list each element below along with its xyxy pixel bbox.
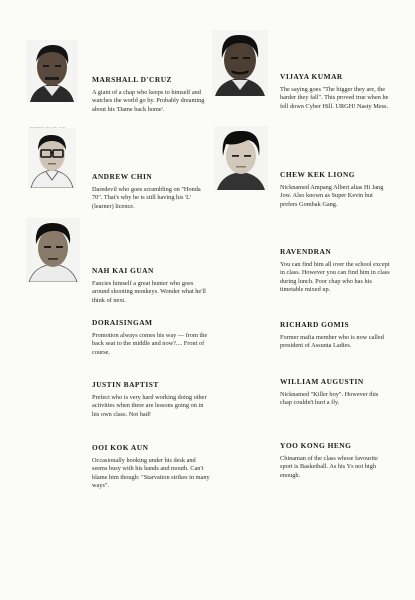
student-description: You can find him all over the school except in class. However you can find him in class during lunch. Poor chap who has his timetable mixed up. bbox=[280, 261, 390, 293]
student-entry bbox=[92, 75, 210, 114]
student-description: Prefect who is very hard working doing other activities when there are lessons going on in his own class. Not bad! bbox=[92, 394, 207, 418]
photo-vijaya-kumar bbox=[212, 30, 268, 96]
student-entry bbox=[92, 318, 210, 357]
student-description: Promotion always comes his way — from the back seat to the middle and now?.... Front of course. bbox=[92, 332, 208, 356]
student-entry bbox=[92, 380, 210, 419]
student-description: Chinaman of the class whose favourite sport is Basketball. As his Ys not high enough. bbox=[280, 455, 378, 479]
photo-nah-kai-guan bbox=[26, 218, 80, 282]
student-name: WILLIAM AUGUSTIN bbox=[280, 377, 364, 386]
student-name: VIJAYA KUMAR bbox=[280, 72, 343, 81]
student-name: NAH KAI GUAN bbox=[92, 266, 154, 275]
student-entry bbox=[280, 441, 390, 480]
student-name: MARSHALL D'CRUZ bbox=[92, 75, 172, 84]
student-entry bbox=[92, 443, 210, 490]
student-description: Fancies himself a great hunter who goes around shooting monkeys. Wonder what he'll think of next. bbox=[92, 280, 206, 304]
student-entry bbox=[92, 266, 210, 305]
student-name: JUSTIN BAPTIST bbox=[92, 380, 159, 389]
photo-chew-kek-liong bbox=[214, 126, 268, 190]
photo-andrew-chin bbox=[28, 128, 76, 188]
student-name: YOO KONG HENG bbox=[280, 441, 352, 450]
student-description: Nicknamed "Killer boy". However this chap couldn't hurt a fly. bbox=[280, 391, 379, 407]
student-entry bbox=[92, 172, 210, 211]
student-name: DORAISINGAM bbox=[92, 318, 153, 327]
student-entry bbox=[280, 170, 390, 209]
student-description: Nicknamed Ampang Albert alias Hi Jang Jow. Also known as Super Kevin but prefers Gombak Gang. bbox=[280, 184, 384, 208]
student-entry bbox=[280, 247, 390, 294]
student-description: Former mafia member who is now called president of Assunta Ladies. bbox=[280, 334, 384, 350]
student-description: Occasionally hooking under his desk and seems busy with his hands and mouth. Can't blame him though: "Starvation strikes in many ways". bbox=[92, 457, 210, 489]
student-description: The saying goes "The bigger they are, the harder they fall". This proved true when he fell down Cyber Hill. URGH! Nasty Mess. bbox=[280, 86, 389, 110]
student-name: RICHARD GOMIS bbox=[280, 320, 350, 329]
student-name: RAVENDRAN bbox=[280, 247, 332, 256]
student-entry bbox=[280, 377, 390, 408]
student-name: OOI KOK AUN bbox=[92, 443, 149, 452]
student-entry bbox=[280, 72, 390, 111]
student-description: Daredevil who goes scrambling on "Honda 70". That's why he is still having his 'L' (learner) licence. bbox=[92, 186, 201, 210]
student-entry bbox=[280, 320, 390, 351]
student-description: A giant of a chap who keeps to himself and watches the world go by. Probably dreaming about his 'Dame back home'. bbox=[92, 89, 205, 113]
photo-marshall-dcruz bbox=[26, 40, 78, 102]
student-name: CHEW KEK LIONG bbox=[280, 170, 356, 179]
student-name: ANDREW CHIN bbox=[92, 172, 153, 181]
